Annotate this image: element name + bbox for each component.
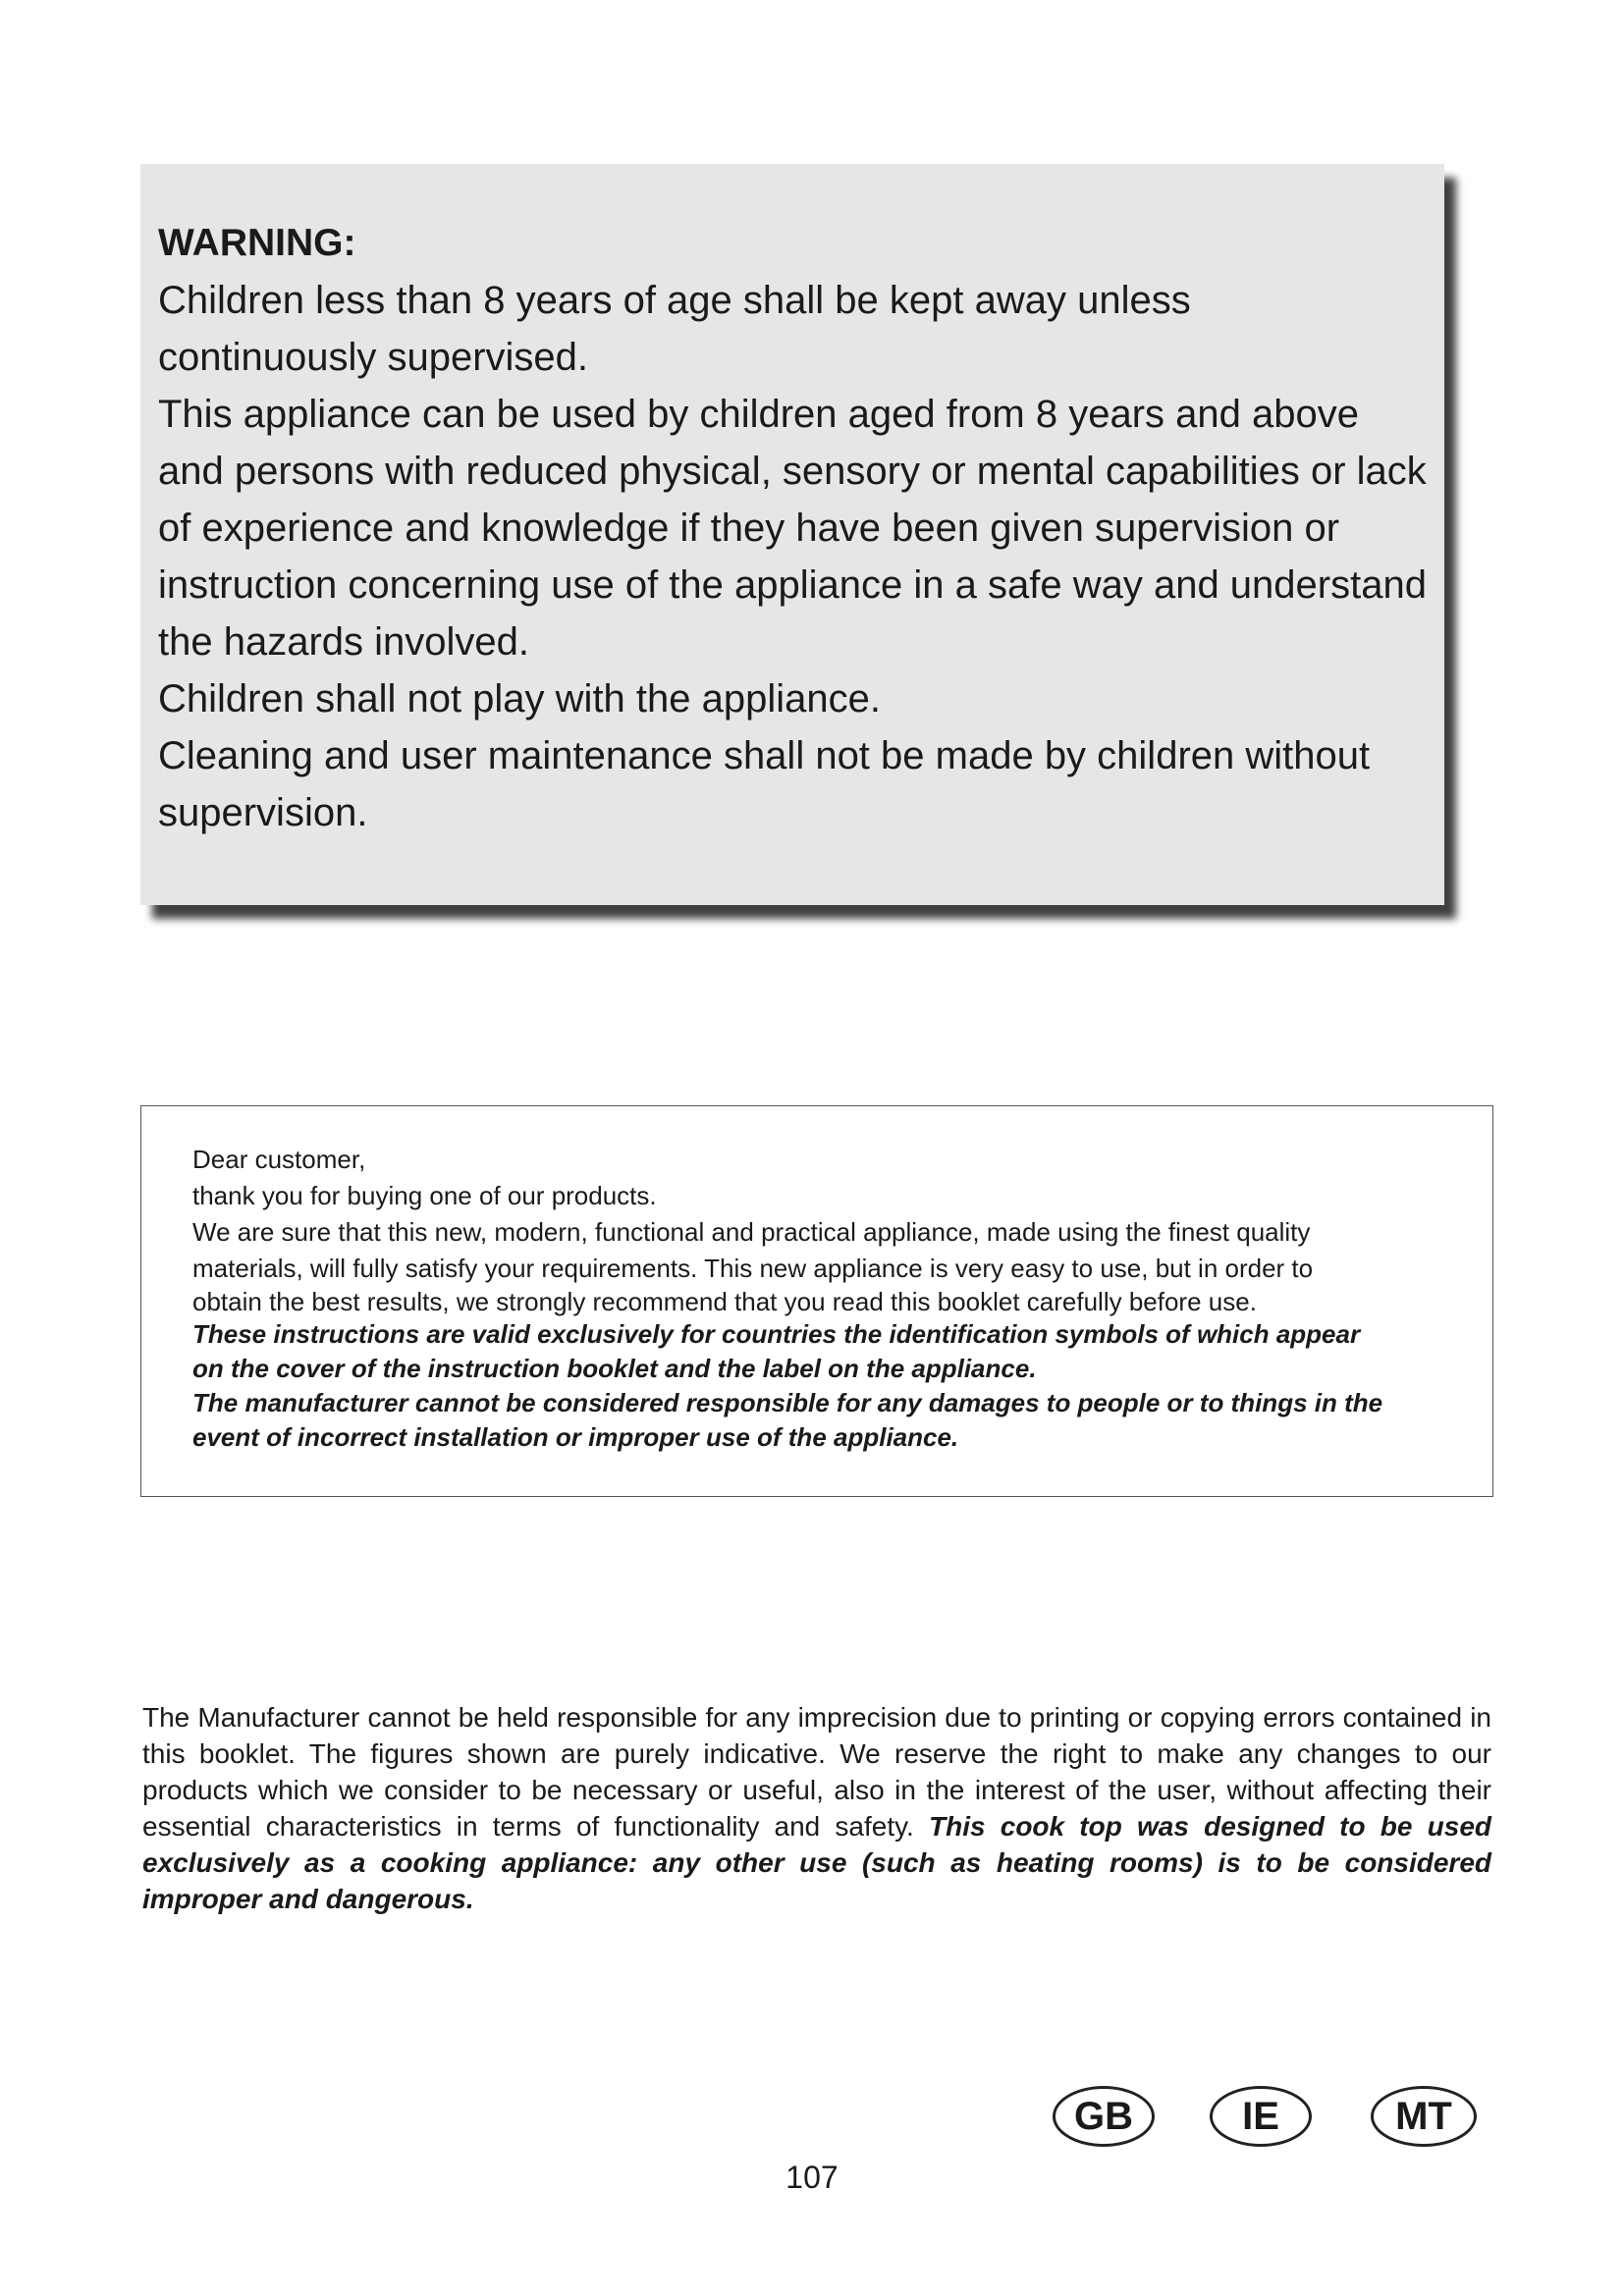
letter-line: thank you for buying one of our products. [192, 1181, 657, 1210]
warning-paragraph-3: Children shall not play with the appliance. [158, 677, 881, 721]
warning-paragraph-4: Cleaning and user maintenance shall not be made by children without supervision. [158, 734, 1371, 834]
customer-letter-box [140, 1105, 1493, 1497]
letter-bold-line: These instructions are valid exclusively for countries the identification symbols of which appear [192, 1319, 1361, 1349]
warning-paragraph-1: Children less than 8 years of age shall be kept away unless continuously supervised. [158, 279, 1191, 379]
warning-title: WARNING: [158, 222, 356, 264]
letter-line: Dear customer, [192, 1145, 366, 1174]
letter-bold-line: event of incorrect installation or improper use of the appliance. [192, 1422, 959, 1452]
country-badge-mt: MT [1371, 2086, 1477, 2147]
disclaimer-text: The Manufacturer cannot be held responsible for any imprecision due to printing or copying errors contained in this booklet. The figures shown are purely indicative. We reserve the right to make any changes to our products which we consider to be necessary or useful, also in the interest of the user, without affecting their essential characteristics in terms of functionality and safety. [142, 1702, 1491, 1842]
letter-line: materials, will fully satisfy your requirements. This new appliance is very easy to use, but in order to [192, 1254, 1314, 1283]
letter-bold-line: on the cover of the instruction booklet and the label on the appliance. [192, 1354, 1037, 1383]
disclaimer-bold-text: This cook top was designed to be used exclusively as a cooking appliance: any other use (such as heating rooms) is to be considered improper and dangerous. [142, 1811, 1492, 1914]
letter-line: obtain the best results, we strongly recommend that you read this booklet carefully before use. [192, 1287, 1257, 1316]
country-badge-gb: GB [1053, 2086, 1155, 2147]
page-number: 107 [785, 2160, 839, 2195]
country-badge-ie: IE [1210, 2086, 1312, 2147]
letter-bold-line: The manufacturer cannot be considered responsible for any damages to people or to things in the [192, 1388, 1383, 1417]
warning-box [140, 164, 1444, 905]
manufacturer-disclaimer [142, 1699, 1491, 1917]
warning-paragraph-2: This appliance can be used by children aged from 8 years and above and persons with reduced physical, sensory or mental capabilities or lack of experience and knowledge if they have been given supervision or instruction concerning use of the appliance in a safe way and understand the hazards involved. [158, 393, 1427, 664]
letter-line: We are sure that this new, modern, functional and practical appliance, made using the finest quality [192, 1217, 1311, 1247]
